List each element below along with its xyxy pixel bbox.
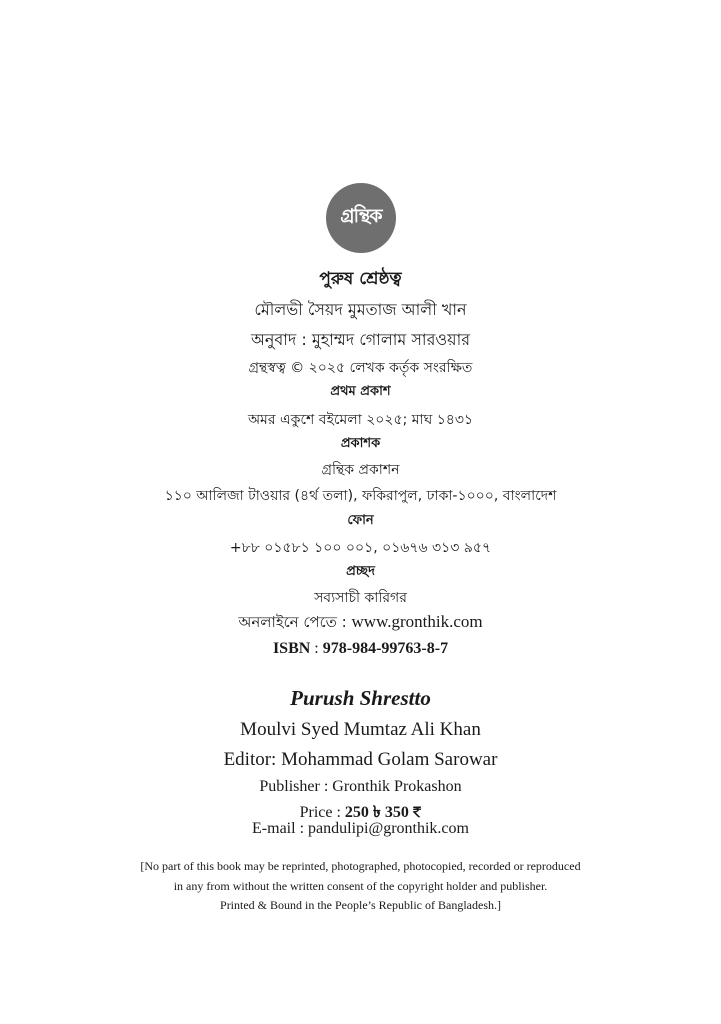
copyright-notice-line-3: Printed & Bound in the People’s Republic of Bangladesh.] bbox=[220, 898, 501, 912]
isbn-separator: : bbox=[310, 640, 323, 657]
bengali-author: মৌলভী সৈয়দ মুমতাজ আলী খান bbox=[254, 300, 467, 319]
publisher-logo bbox=[326, 183, 396, 253]
english-publisher: Publisher : Gronthik Prokashon bbox=[259, 778, 462, 795]
publisher-heading: প্রকাশক bbox=[340, 436, 381, 451]
cover-heading: প্রচ্ছদ bbox=[346, 564, 375, 579]
cover-artist: সব্যসাচী কারিগর bbox=[314, 590, 407, 606]
first-edition-heading: প্রথম প্রকাশ bbox=[330, 384, 391, 399]
english-editor: Editor: Mohammad Golam Sarowar bbox=[223, 749, 498, 770]
copyright-notice-line-2: in any from without the written consent of the copyright holder and publisher. bbox=[173, 879, 548, 893]
copyright-notice-line-1: [No part of this book may be reprinted, photographed, photocopied, recorded or reproduced bbox=[140, 859, 581, 873]
logo-text: গ্রন্থিক bbox=[340, 205, 382, 227]
isbn-value: 978-984-99763-8-7 bbox=[322, 640, 449, 657]
website-link[interactable]: www.gronthik.com bbox=[351, 612, 483, 631]
price-label: Price : bbox=[299, 804, 345, 821]
bengali-copyright: গ্রন্থস্বত্ব © ২০২৫ লেখক কর্তৃক সংরক্ষিত bbox=[248, 360, 473, 376]
phone-heading: ফোন bbox=[347, 513, 374, 528]
isbn-line bbox=[0, 640, 721, 658]
bengali-translator: অনুবাদ : মুহাম্মদ গোলাম সারওয়ার bbox=[250, 330, 471, 349]
isbn-label: ISBN bbox=[272, 640, 311, 657]
bengali-title: পুরুষ শ্রেষ্ঠত্ব bbox=[319, 269, 402, 289]
english-author: Moulvi Syed Mumtaz Ali Khan bbox=[240, 719, 481, 740]
publisher-address: ১১০ আলিজা টাওয়ার (৪র্থ তলা), ফকিরাপুল, ঢাকা-১০০০, বাংলাদেশ bbox=[164, 488, 557, 504]
contact-email[interactable]: E-mail : pandulipi@gronthik.com bbox=[252, 820, 469, 837]
first-edition-text: অমর একুশে বইমেলা ২০২৫; মাঘ ১৪৩১ bbox=[247, 412, 474, 428]
online-availability bbox=[0, 611, 721, 636]
price-value: 250 ৳ 350 ₹ bbox=[344, 804, 422, 821]
online-label: অনলাইনে পেতে : bbox=[238, 613, 347, 631]
phone-numbers: +৮৮ ০১৫৮১ ১০০ ০০১, ০১৬৭৬ ৩১৩ ৯৫৭ bbox=[229, 540, 492, 556]
english-title: Purush Shrestto bbox=[290, 686, 431, 710]
publisher-name-bengali: গ্রন্থিক প্রকাশন bbox=[321, 462, 400, 478]
